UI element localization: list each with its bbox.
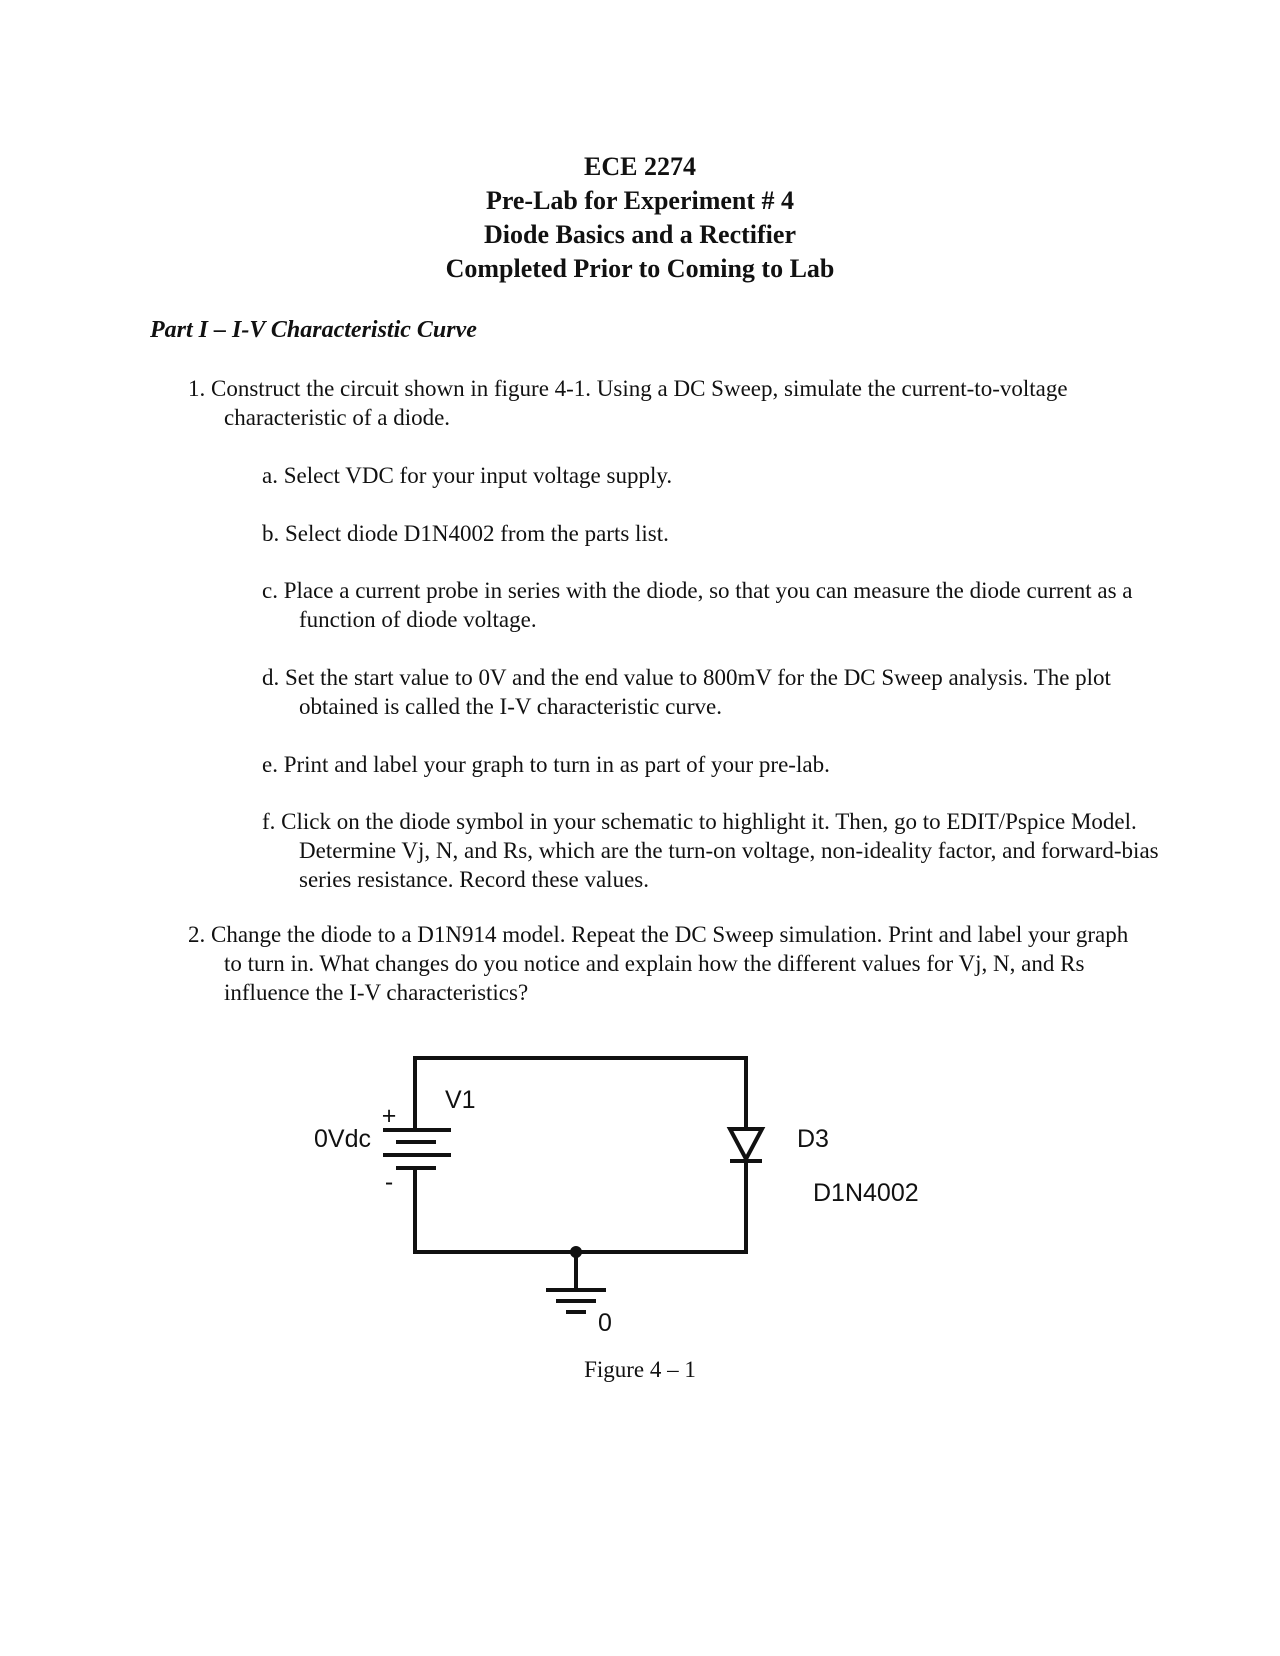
part-1-heading: Part I – I-V Characteristic Curve — [150, 317, 477, 343]
question-2: 2. Change the diode to a D1N914 model. Repeat the DC Sweep simulation. Print and label your graph to turn in. What changes do you notice and explain how the different values for Vj, N, and Rs influence the I-V characteristics? — [188, 922, 1129, 1005]
circuit-wires — [415, 1058, 746, 1252]
ground-node-label: 0 — [598, 1309, 612, 1337]
diode-name-label: D3 — [797, 1125, 829, 1153]
sub-item-a: a. Select VDC for your input voltage supply. — [262, 463, 673, 488]
sub-item-e: e. Print and label your graph to turn in as part of your pre-lab. — [262, 752, 830, 777]
source-name-label: V1 — [445, 1086, 476, 1114]
source-value-label: 0Vdc — [314, 1125, 371, 1153]
figure-caption: Figure 4 – 1 — [584, 1357, 696, 1382]
voltage-source-v1 — [383, 1130, 451, 1168]
diode-d3 — [730, 1129, 762, 1161]
sub-item-d: d. Set the start value to 0V and the end value to 800mV for the DC Sweep analysis. The plot obtained is called the I-V characteristic curve. — [262, 665, 1111, 719]
source-minus-sign: - — [384, 1168, 394, 1196]
sub-item-c: c. Place a current probe in series with the diode, so that you can measure the diode current as a function of diode voltage. — [262, 578, 1133, 632]
topic-title: Diode Basics and a Rectifier — [484, 220, 796, 249]
sub-item-f: f. Click on the diode symbol in your schematic to highlight it. Then, go to EDIT/Pspice Model. Determine Vj, N, and Rs, which are the turn-on voltage, non-ideality factor, and forward-bias series resistance. Record these values. — [262, 809, 1159, 892]
document-title — [0, 150, 1280, 286]
ground-icon — [546, 1248, 606, 1312]
prelab-title: Pre-Lab for Experiment # 4 — [485, 186, 795, 215]
diode-model-label: D1N4002 — [813, 1179, 919, 1207]
question-1: 1. Construct the circuit shown in figure 4-1. Using a DC Sweep, simulate the current-to-voltage characteristic of a diode. — [188, 376, 1068, 430]
source-plus-sign: + — [381, 1102, 397, 1130]
course-title: ECE 2274 — [584, 152, 696, 181]
completion-note: Completed Prior to Coming to Lab — [445, 254, 835, 283]
sub-item-b: b. Select diode D1N4002 from the parts list. — [262, 521, 669, 546]
